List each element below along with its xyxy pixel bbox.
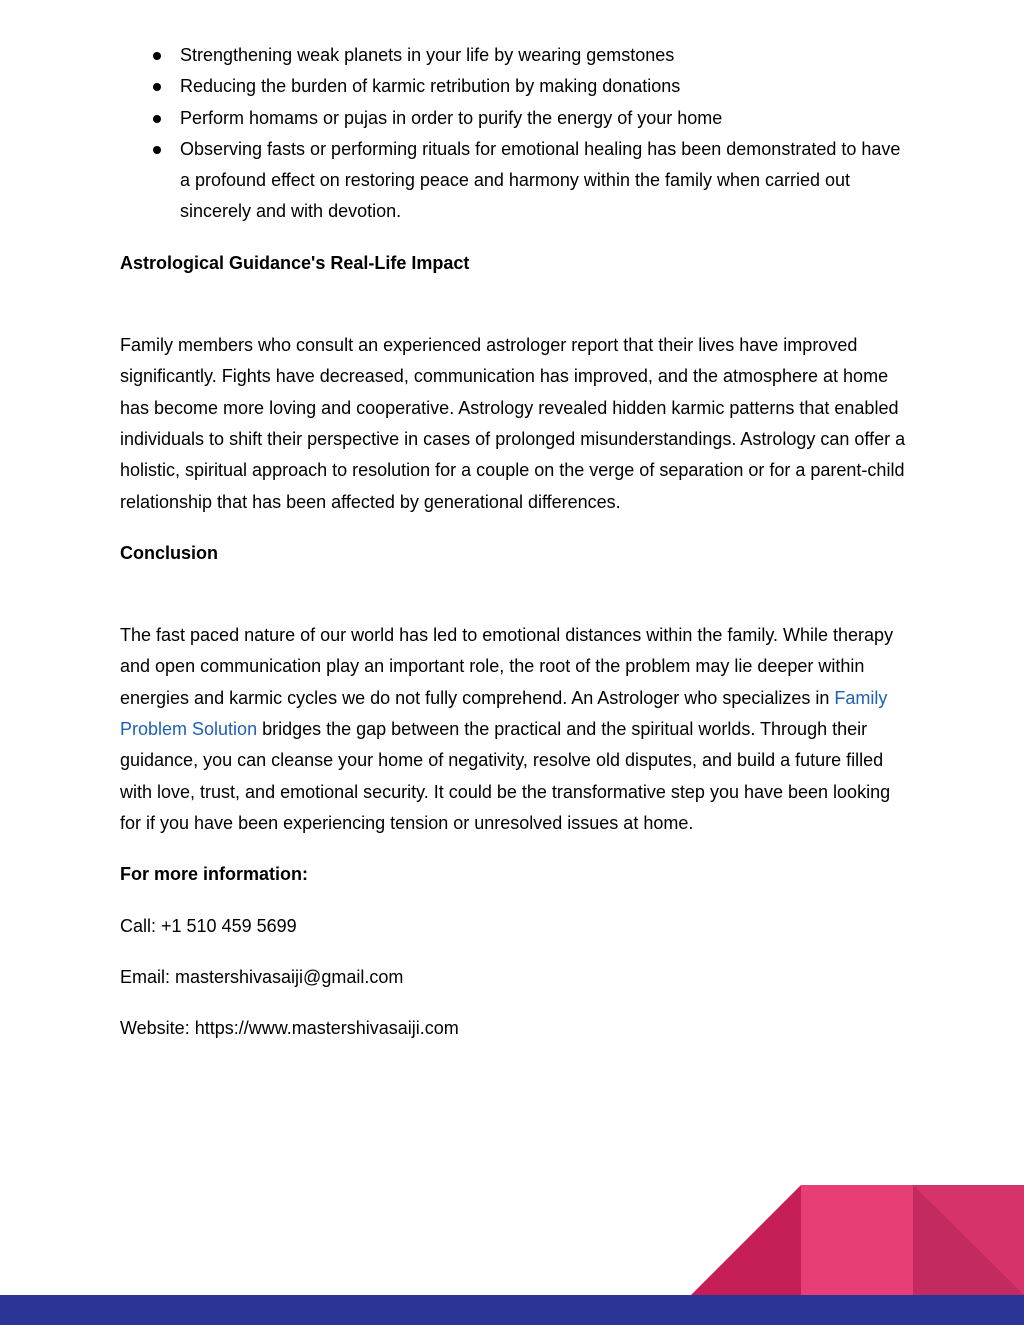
list-item-text: Observing fasts or performing rituals for emotional healing has been demonstrated to have a profound effect on restoring peace and harmony within the family when carried out sincerely and with devotion. [180,138,901,222]
impact-heading: Astrological Guidance's Real-Life Impact [120,252,470,273]
bullet-icon [153,83,161,91]
footer-triangle-dark [691,1185,801,1295]
contact-email: Email: mastershivasaiji@gmail.com [120,966,404,987]
footer-bar [0,1295,1024,1325]
conclusion-text-end: bridges the gap between the practical and the spiritual worlds. Through their guidance, you can cleanse your home of negativity, resolve old disputes, and build a future filled with love, trust, and emotional security. It could be the transformative step you have been looking for if you have been experiencing tension or unresolved issues at home. [120,719,891,833]
document-body [120,40,910,1044]
bullet-icon [153,52,161,60]
contact-call: Call: +1 510 459 5699 [120,915,297,936]
remedies-list [120,40,910,228]
list-item [120,71,910,102]
bullet-icon [153,146,161,154]
conclusion-paragraph [120,620,910,839]
footer-block-pink [801,1185,913,1295]
conclusion-text-start: The fast paced nature of our world has led to emotional distances within the family. While therapy and open communication play an important role, the root of the problem may lie deeper within energies and karmic cycles we do not fully comprehend. An Astrologer who specializes in [120,625,894,708]
bullet-icon [153,115,161,123]
contact-heading: For more information: [120,864,308,885]
list-item-text: Strengthening weak planets in your life by wearing gemstones [180,45,675,65]
contact-website: Website: https://www.mastershivasaiji.com [120,1018,459,1039]
list-item [120,134,910,228]
list-item-text: Reducing the burden of karmic retribution by making donations [180,76,681,97]
footer-block-rose [913,1185,1024,1295]
list-item [120,40,910,71]
impact-paragraph: Family members who consult an experienced astrologer report that their lives have improved significantly. Fights have decreased, communication has improved, and the atmosphere at home has become more loving and cooperative. Astrology revealed hidden karmic patterns that enabled individuals to shift their perspective in cases of prolonged misunderstandings. Astrology can offer a holistic, spiritual approach to resolution for a couple on the verge of separation or for a parent-child relationship that has been affected by generational differences. [120,335,906,512]
footer-fold-shadow [913,1185,1024,1295]
family-problem-solution-link[interactable]: Family Problem Solution [120,687,888,740]
list-item [120,103,910,134]
conclusion-heading: Conclusion [120,542,218,563]
list-item-text: Perform homams or pujas in order to purify the energy of your home [180,107,723,128]
